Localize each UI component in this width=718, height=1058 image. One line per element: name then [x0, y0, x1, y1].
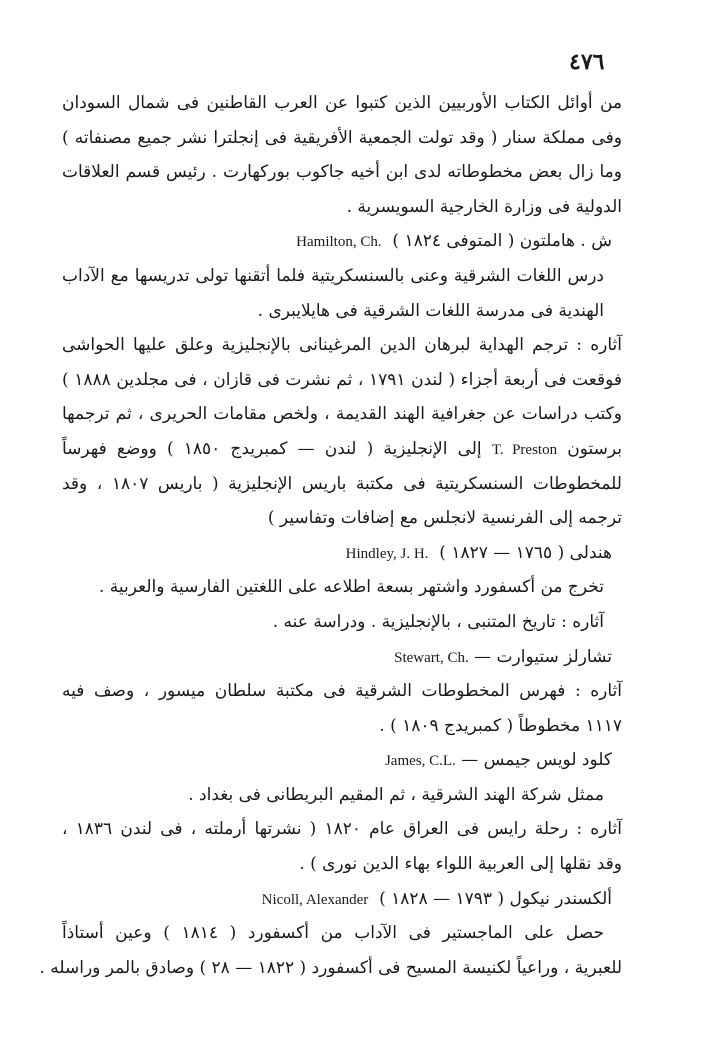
text-line: للمخطوطات السنسكريتية فى مكتبة باريس الإنجليزية ( باريس ١٨٠٧ ، وقد: [62, 473, 622, 494]
page-body: [39, 86, 623, 985]
text-line: آثاره : رحلة رايس فى العراق عام ١٨٢٠ ( نشرتها أرملته ، فى لندن ١٨٣٦ ،: [62, 819, 622, 840]
text-line: وكتب دراسات عن جغرافية الهند القديمة ، ولخص مقامات الحريرى ، ثم ترجمها: [62, 404, 622, 425]
text-line: ممثل شركة الهند الشرقية ، ثم المقيم البريطانى فى بغداد .: [188, 784, 604, 805]
text-line: تخرج من أكسفورد واشتهر بسعة اطلاعه على اللغتين الفارسية والعربية .: [98, 577, 604, 598]
entry-heading-james: [62, 743, 622, 778]
entry-name-latin: Nicoll, Alexander: [261, 891, 369, 908]
entry-heading-hamilton: [62, 224, 622, 259]
entry-name-latin: James, C.L.: [384, 753, 456, 770]
text-line: وقد نقلها إلى العربية اللواء بهاء الدين نورى ) .: [299, 854, 622, 875]
entry-name-latin: Hamilton, Ch.: [296, 234, 382, 251]
entry-name-arabic: ألكسندر نيكول ( ١٧٩٣ — ١٨٢٨ ): [379, 888, 612, 909]
entry-heading-hindley: [62, 536, 622, 571]
text-line: ترجمه إلى الفرنسية لانجلس مع إضافات وتفاسير ): [267, 508, 622, 529]
text-line: آثاره : ترجم الهداية لبرهان الدين المرغينانى بالإنجليزية وعلق عليها الحواشى: [62, 335, 622, 356]
text-line: حصل على الماجستير فى الآداب من أكسفورد ( ١٨١٤ ) وعين أستاذاً: [62, 923, 605, 944]
text-line: درس اللغات الشرقية وعنى بالسنسكريتية فلما أتقنها تولى تدريسها مع الآداب: [62, 265, 604, 286]
entry-name-latin: Hindley, J. H.: [345, 545, 429, 562]
text-line: وما زال بعض مخطوطاته لدى ابن أخيه جاكوب بوركهارت . رئيس قسم العلاقات: [62, 162, 622, 183]
text-fragment: إلى الإنجليزية ( لندن — كمبريدج ١٨٥٠ ) ووضع فهرساً: [62, 438, 482, 459]
entry-name-arabic: كلود لويس جيمس —: [461, 750, 612, 771]
entry-heading-nicoll: [62, 882, 622, 917]
text-line: ١١١٧ مخطوطاً ( كمبريدج ١٨٠٩ ) .: [379, 715, 622, 736]
page-number: ٤٧٦: [569, 49, 605, 75]
text-line: من أوائل الكتاب الأوربيين الذين كتبوا عن العرب القاطنين فى شمال السودان: [62, 93, 622, 113]
text-line: فوقعت فى أربعة أجزاء ( لندن ١٧٩١ ، ثم نشرت فى قازان ، فى مجلدين ١٨٨٨ ): [62, 369, 622, 390]
entry-name-latin: Stewart, Ch.: [394, 649, 469, 666]
text-line: الدولية فى وزارة الخارجية السويسرية .: [346, 196, 622, 217]
text-line: للعبرية ، وراعياً لكنيسة المسيح فى أكسفورد ( ١٨٢٢ — ٢٨ ) وصادق بالمر وراسله .: [39, 957, 622, 978]
entry-heading-stewart: [62, 640, 622, 675]
translator-name-arabic: برستون: [567, 438, 623, 459]
text-line: وفى مملكة سنار ( وقد تولت الجمعية الأفريقية فى إنجلترا نشر جميع مصنفاته ): [62, 127, 622, 148]
entry-name-arabic: ش . هاملتون ( المتوفى ١٨٢٤ ): [392, 231, 612, 252]
text-line: آثاره : فهرس المخطوطات الشرقية فى مكتبة سلطان ميسور ، وصف فيه: [62, 681, 622, 702]
entry-name-arabic: تشارلز ستيوارت —: [474, 646, 612, 667]
text-line: آثاره : تاريخ المتنبى ، بالإنجليزية . ودراسة عنه .: [272, 611, 604, 632]
text-line: [62, 432, 622, 467]
text-line: الهندية فى مدرسة اللغات الشرقية فى هايلايبرى .: [257, 300, 604, 321]
entry-name-arabic: هندلى ( ١٧٦٥ — ١٨٢٧ ): [439, 542, 612, 563]
translator-name-latin: T. Preston: [491, 441, 558, 458]
